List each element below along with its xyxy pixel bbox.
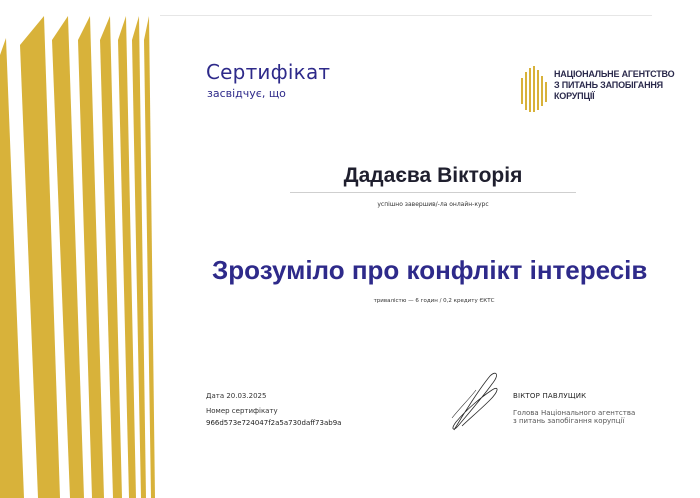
course-duration: тривалістю — 6 годин / 0,2 кредиту ЄКТС — [373, 298, 495, 304]
logo-line-2: З ПИТАНЬ ЗАПОБІГАННЯ — [554, 80, 663, 90]
logo-line-3: КОРУПЦІЇ — [554, 91, 595, 101]
issue-date: Дата 20.03.2025 — [206, 392, 267, 400]
signer-role — [513, 409, 653, 425]
signer-role-line-1: Голова Національного агентства — [513, 409, 636, 417]
agency-logo — [519, 64, 675, 114]
recipient-name: Дадаєва Вікторія — [343, 164, 523, 187]
agency-logo-mark-icon — [519, 64, 551, 114]
certificate-number-value: 966d573e724047f2a5a730daff73ab9a — [206, 419, 342, 427]
top-divider — [160, 15, 652, 16]
agency-logo-text — [554, 69, 675, 102]
certificate-subtitle: засвідчує, що — [207, 87, 286, 100]
certificate-number-label: Номер сертифікату — [206, 407, 278, 415]
signer-role-line-2: з питань запобігання корупції — [513, 417, 625, 425]
logo-line-1: НАЦІОНАЛЬНЕ АГЕНТСТВО — [554, 69, 675, 79]
signer-name: ВІКТОР ПАВЛУЩИК — [513, 392, 587, 400]
course-title: Зрозуміло про конфлікт інтересів — [212, 255, 648, 285]
name-underline — [290, 192, 576, 193]
completion-text: успішно завершив/-ла онлайн-курс — [377, 201, 489, 208]
decorative-gold-stripes — [0, 0, 170, 498]
certificate-title: Сертифікат — [206, 60, 331, 84]
signature-image — [446, 368, 506, 434]
